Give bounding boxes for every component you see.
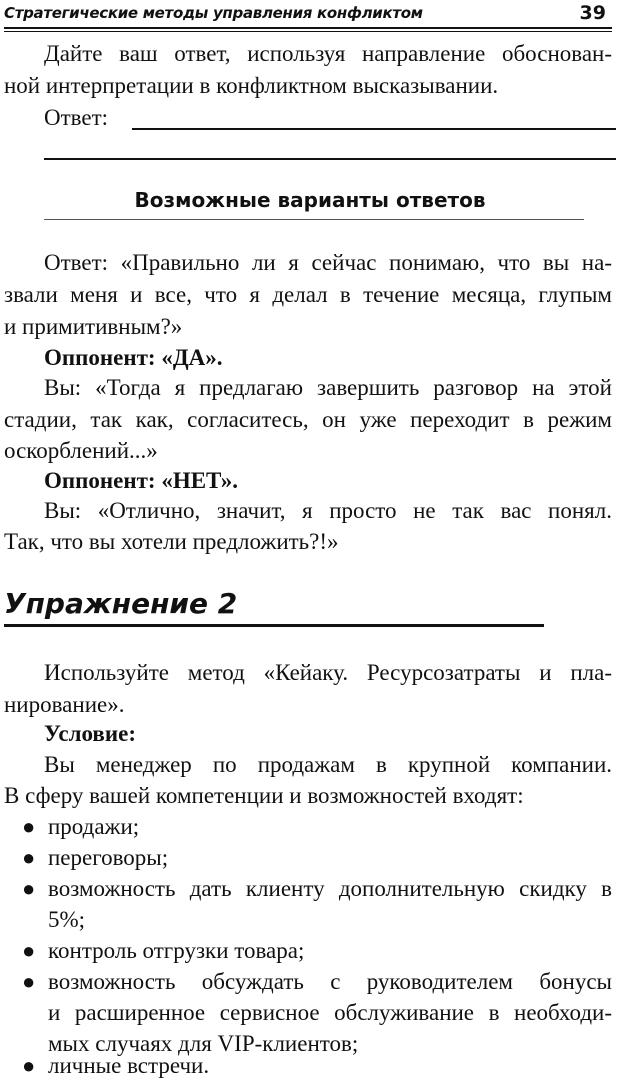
bullet-item: возможность обсуждать с руководителем бонусы: [48, 969, 612, 994]
bullet-dot: ●: [22, 969, 36, 994]
method-line-1: Используйте метод «Кейаку. Ресурсозатраты и пла-: [44, 660, 612, 685]
answer-blank-line-1[interactable]: [132, 128, 616, 130]
opponent-yes: Оппонент: «ДА».: [44, 345, 223, 370]
method-line-2: нирование».: [4, 692, 125, 717]
header-rule-thin: [4, 31, 612, 32]
answer-label: Ответ:: [44, 105, 109, 130]
bullet-dot: ●: [22, 814, 36, 839]
you-no-line-1: Вы: «Отлично, значит, я просто не так вас понял.: [44, 498, 612, 523]
condition-line-1: Вы менеджер по продажам в крупной компании.: [44, 752, 612, 777]
bullet-item-continued: 5%;: [48, 907, 86, 932]
running-header-title: Стратегические методы управления конфликтом: [4, 4, 423, 22]
answer-line-2: звали меня и все, что я делал в течение месяца, глупым: [4, 282, 612, 307]
answer-line-1: Ответ: «Правильно ли я сейчас понимаю, что вы на-: [44, 250, 612, 275]
bullet-item: продажи;: [48, 814, 140, 839]
bullet-dot: ●: [22, 1053, 36, 1078]
exercise-heading: Упражнение 2: [4, 587, 238, 620]
section-heading-rule: [44, 219, 584, 220]
page-number: 39: [579, 2, 606, 24]
bullet-dot: ●: [22, 938, 36, 963]
bullet-item-continued: мых случаях для VIP-клиентов;: [48, 1031, 359, 1056]
intro-line-1: Дайте ваш ответ, используя направление обоснован-: [44, 41, 612, 66]
bullet-item: личные встречи.: [48, 1053, 210, 1078]
you-no-line-2: Так, что вы хотели предложить?!»: [4, 529, 339, 554]
answer-line-3: и примитивным?»: [4, 314, 183, 339]
section-heading: Возможные варианты ответов: [134, 188, 486, 212]
you-yes-line-3: оскорблений...»: [4, 438, 158, 463]
you-yes-line-1: Вы: «Тогда я предлагаю завершить разговор на этой: [44, 375, 612, 400]
bullet-item-continued: и расширенное сервисное обслуживание в необходи-: [48, 1000, 612, 1025]
bullet-item: возможность дать клиенту дополнительную скидку в: [48, 876, 612, 901]
condition-line-2: В сферу вашей компетенции и возможностей входят:: [4, 783, 524, 808]
exercise-heading-rule: [4, 624, 544, 627]
header-rule: [4, 27, 612, 29]
bullet-dot: ●: [22, 876, 36, 901]
condition-label: Условие:: [44, 721, 136, 746]
running-header: [4, 2, 612, 24]
you-yes-line-2: стадии, так как, согласитесь, он уже переходит в режим: [4, 407, 612, 432]
bullet-item: контроль отгрузки товара;: [48, 938, 305, 963]
bullet-item: переговоры;: [48, 845, 169, 870]
opponent-no: Оппонент: «НЕТ».: [44, 468, 239, 493]
bullet-dot: ●: [22, 845, 36, 870]
intro-line-2: ной интерпретации в конфликтном высказывании.: [4, 73, 499, 98]
answer-blank-line-2[interactable]: [44, 158, 616, 160]
